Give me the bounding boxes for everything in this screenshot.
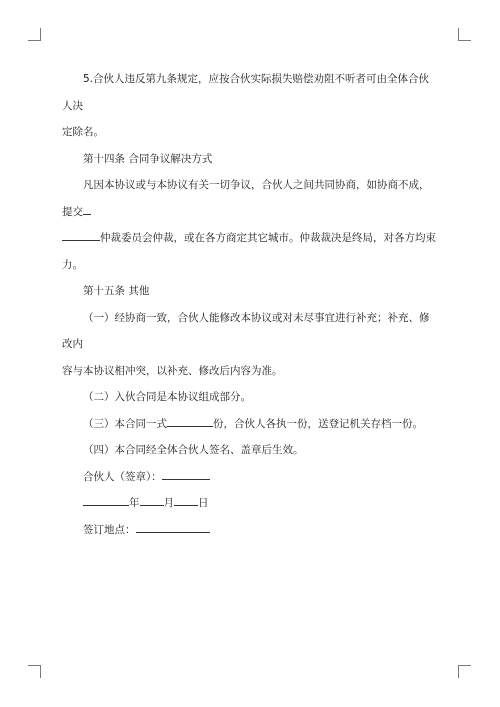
other-item-3: （三）本合同一式 份，合伙人各执一份，送登记机关存档一份。 [62,411,438,438]
other-item-2: （二）入伙合同是本协议组成部分。 [83,391,251,403]
corner-mark-top-left [28,28,41,41]
dispute-line-2: 仲裁委员会仲裁，或在各方商定其它城市。仲裁裁决是终局，对各方均束力。 [62,225,438,278]
date-line: 年 月 日 [62,490,438,517]
signature-blank [162,467,210,480]
other-item-1-line-2: 容与本协议相冲突，以补充、修改后内容为准。 [62,364,283,377]
document-body [62,66,438,543]
year-blank [83,493,129,506]
blank-line [83,202,91,215]
place-blank [136,520,210,533]
other-item-4: （四）本合同经全体合伙人签名、盖章后生效。 [83,444,304,456]
day-blank [174,493,198,506]
clause-5-line-2: 定除名。 [62,126,104,138]
arbitration-blank [62,228,100,241]
corner-mark-bottom-right [458,665,471,678]
corner-mark-top-right [458,28,471,41]
signature-line: 合伙人（签章）： [62,464,438,491]
copies-blank [167,414,213,427]
article-14-heading: 第十四条 合同争议解决方式 [83,152,213,165]
place-line: 签订地点： [62,517,438,544]
clause-5-line-1: 5.合伙人违反第九条规定，应按合伙实际损失赔偿劝阻不听者可由全体合伙人决 [62,73,430,112]
corner-mark-bottom-left [28,665,41,678]
other-item-1-line-1: （一）经协商一致，合伙人能修改本协议或对未尽事宜进行补充；补充、修改内 [62,311,430,350]
dispute-line-1: 凡因本协议或与本协议有关一切争议，合伙人之间共同协商，如协商不成，提交 [62,179,430,218]
month-blank [140,493,164,506]
article-15-heading: 第十五条 其他 [83,285,150,297]
